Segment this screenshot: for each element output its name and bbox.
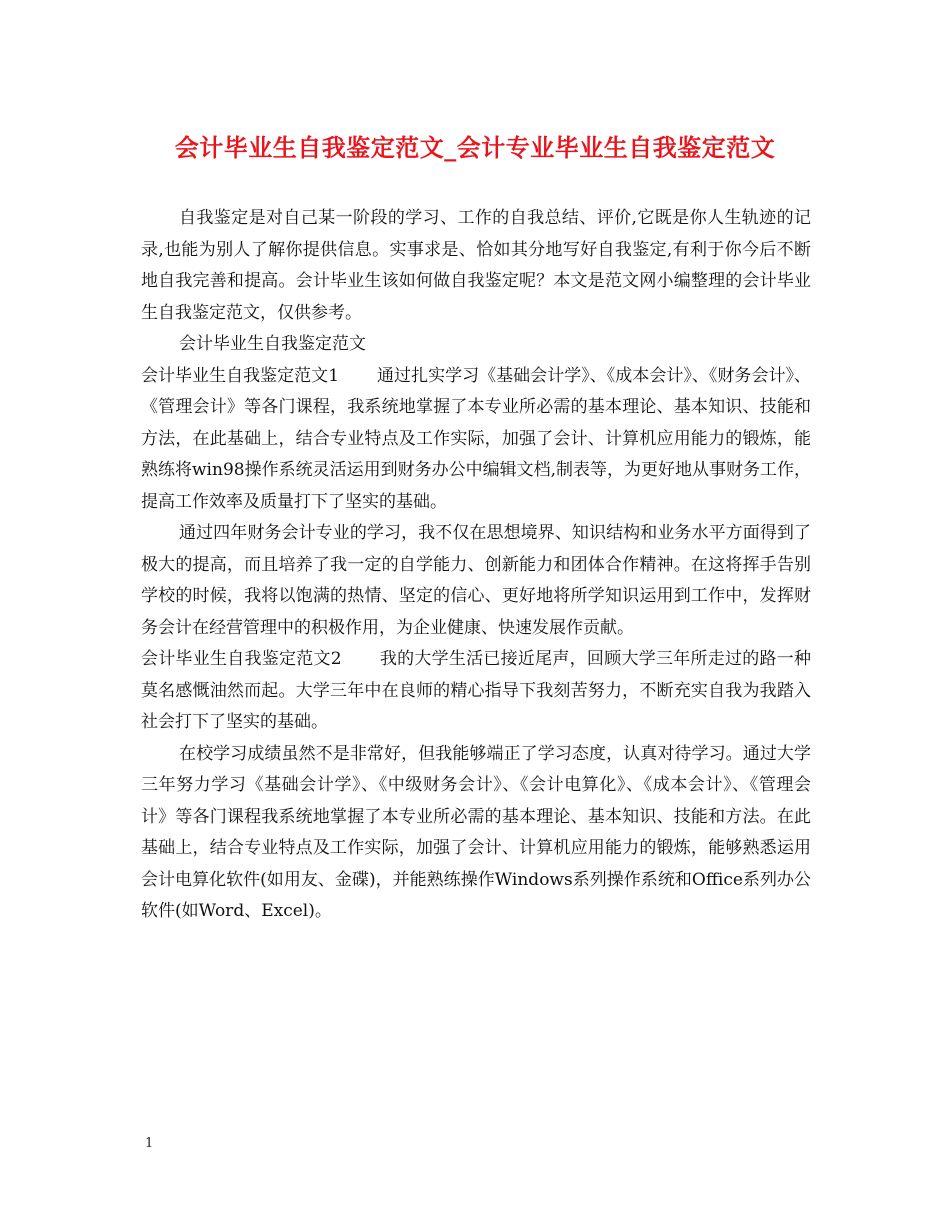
document-title: 会计毕业生自我鉴定范文_会计专业毕业生自我鉴定范文 (174, 134, 776, 162)
sample-2-paragraph-2: 在校学习成绩虽然不是非常好，但我能够端正了学习态度，认真对待学习。通过大学三年努力学习《基础会计学》、《中级财务会计》、《会计电算化》、《成本会计》、《管理会计》等各门课程我系统地掌握了本专业所必需的基本理论、基本知识、技能和方法。在此基础上，结合专业特点及工作实际，加强了会计、计算机应用能力的锻炼，能够熟悉运用会计电算化软件(如用友、金碟)，并能熟练操作Windows系列操作系统和Office系列办公软件(如Word、Excel)。 (141, 743, 811, 921)
sample-1-heading: 会计毕业生自我鉴定范文1 (141, 365, 340, 386)
sample-2-paragraph (141, 644, 811, 739)
sample-2-heading: 会计毕业生自我鉴定范文2 (141, 649, 342, 669)
sample-2-text: 我的大学生活已接近尾声，回顾大学三年所走过的路一种莫名感慨油然而起。大学三年中在良师的精心指导下我刻苦努力，不断充实自我为我踏入社会打下了坚实的基础。 (141, 649, 811, 732)
sample-1-paragraph-2: 通过四年财务会计专业的学习，我不仅在思想境界、知识结构和业务水平方面得到了极大的提高，而且培养了我一定的自学能力、创新能力和团体合作精神。在这将挥手告别学校的时候，我将以饱满的热情、坚定的信心、更好地将所学知识运用到工作中，发挥财务会计在经营管理中的积极作用，为企业健康、快速发展作贡献。 (141, 523, 811, 638)
section-heading: 会计毕业生自我鉴定范文 (179, 334, 366, 354)
sample-1-paragraph (141, 361, 811, 519)
intro-paragraph: 自我鉴定是对自己某一阶段的学习、工作的自我总结、评价,它既是你人生轨迹的记录,也能为别人了解你提供信息。实事求是、恰如其分地写好自我鉴定,有利于你今后不断地自我完善和提高。会计毕业生该如何做自我鉴定呢？本文是范文网小编整理的会计毕业生自我鉴定范文，仅供参考。 (141, 208, 811, 323)
page-number: 1 (145, 1136, 154, 1151)
sample-1-text: 通过扎实学习《基础会计学》、《成本会计》、《财务会计》、《管理会计》等各门课程，我系统地掌握了本专业所必需的基本理论、基本知识、技能和方法，在此基础上，结合专业特点及工作实际，加强了会计、计算机应用能力的锻炼，能熟练将win98操作系统灵活运用到财务办公中编辑文档,制表等，为更好地从事财务工作，提高工作效率及质量打下了坚实的基础。 (141, 365, 811, 512)
document-body (141, 203, 811, 928)
